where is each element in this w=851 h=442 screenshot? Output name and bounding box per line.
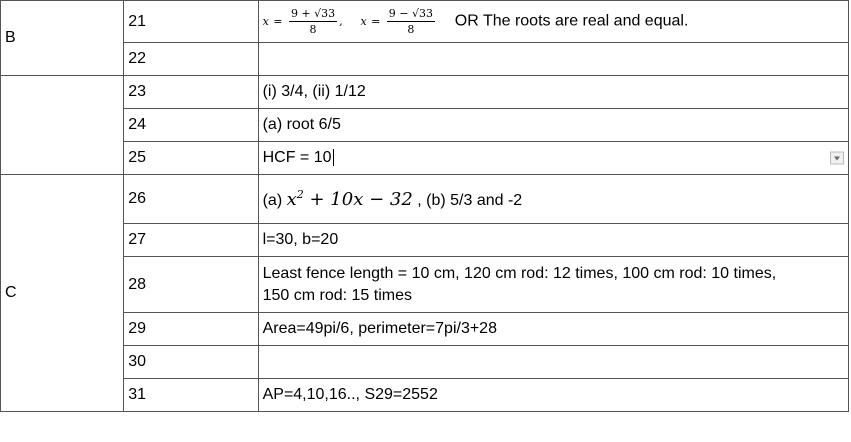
table-row bbox=[1, 43, 849, 76]
fraction: $\frac{9 - √33}{8}$ bbox=[388, 7, 433, 36]
answer-cell[interactable]: Least fence length = 10 cm, 120 cm rod: 12 times, 100 cm rod: 10 times, 150 cm rod: 15 times bbox=[258, 257, 848, 313]
question-number: 21 bbox=[124, 1, 258, 43]
answer-cell[interactable] bbox=[258, 346, 848, 379]
chevron-down-icon[interactable] bbox=[830, 152, 844, 165]
answer-cell[interactable]: (i) 3/4, (ii) 1/12 bbox=[258, 76, 848, 109]
section-label-b: B bbox=[1, 1, 124, 76]
table-row bbox=[1, 76, 849, 109]
question-number: 26 bbox=[124, 175, 258, 224]
table-row bbox=[1, 224, 849, 257]
table-row bbox=[1, 142, 849, 175]
section-label-empty bbox=[1, 76, 124, 175]
question-number: 29 bbox=[124, 313, 258, 346]
answer-cell[interactable]: (a) $x^2 + 10x - 32$ , (b) 5/3 and -2 bbox=[258, 175, 848, 224]
answer-cell[interactable]: x = $\frac{9 + √33}{8}$ , x = $\frac{9 - √33}{8}$ OR The roots are real and equal. bbox=[258, 1, 848, 43]
text-cursor bbox=[333, 149, 334, 166]
math-variable: x bbox=[262, 15, 269, 28]
table-row bbox=[1, 313, 849, 346]
table-row bbox=[1, 346, 849, 379]
math-expression: $x^2 + 10x - 32$ bbox=[286, 188, 413, 210]
answer-text: OR The roots are real and equal. bbox=[454, 12, 689, 30]
question-number: 25 bbox=[124, 142, 258, 175]
question-number: 23 bbox=[124, 76, 258, 109]
table-row bbox=[1, 175, 849, 224]
question-number: 31 bbox=[124, 379, 258, 412]
answer-cell-active[interactable] bbox=[258, 142, 848, 175]
answer-cell[interactable]: AP=4,10,16.., S29=2552 bbox=[258, 379, 848, 412]
answer-cell[interactable] bbox=[258, 43, 848, 76]
section-label-c: C bbox=[1, 175, 124, 412]
question-number: 30 bbox=[124, 346, 258, 379]
table-row bbox=[1, 109, 849, 142]
answer-text: HCF = 10 bbox=[262, 149, 332, 166]
question-number: 22 bbox=[124, 43, 258, 76]
question-number: 24 bbox=[124, 109, 258, 142]
question-number: 28 bbox=[124, 257, 258, 313]
answer-cell[interactable]: Area=49pi/6, perimeter=7pi/3+28 bbox=[258, 313, 848, 346]
table-row bbox=[1, 257, 849, 313]
answer-cell[interactable]: (a) root 6/5 bbox=[258, 109, 848, 142]
table-row bbox=[1, 379, 849, 412]
answer-cell[interactable]: l=30, b=20 bbox=[258, 224, 848, 257]
question-number: 27 bbox=[124, 224, 258, 257]
table-row bbox=[1, 1, 849, 43]
fraction: $\frac{9 + √33}{8}$ bbox=[290, 7, 336, 36]
